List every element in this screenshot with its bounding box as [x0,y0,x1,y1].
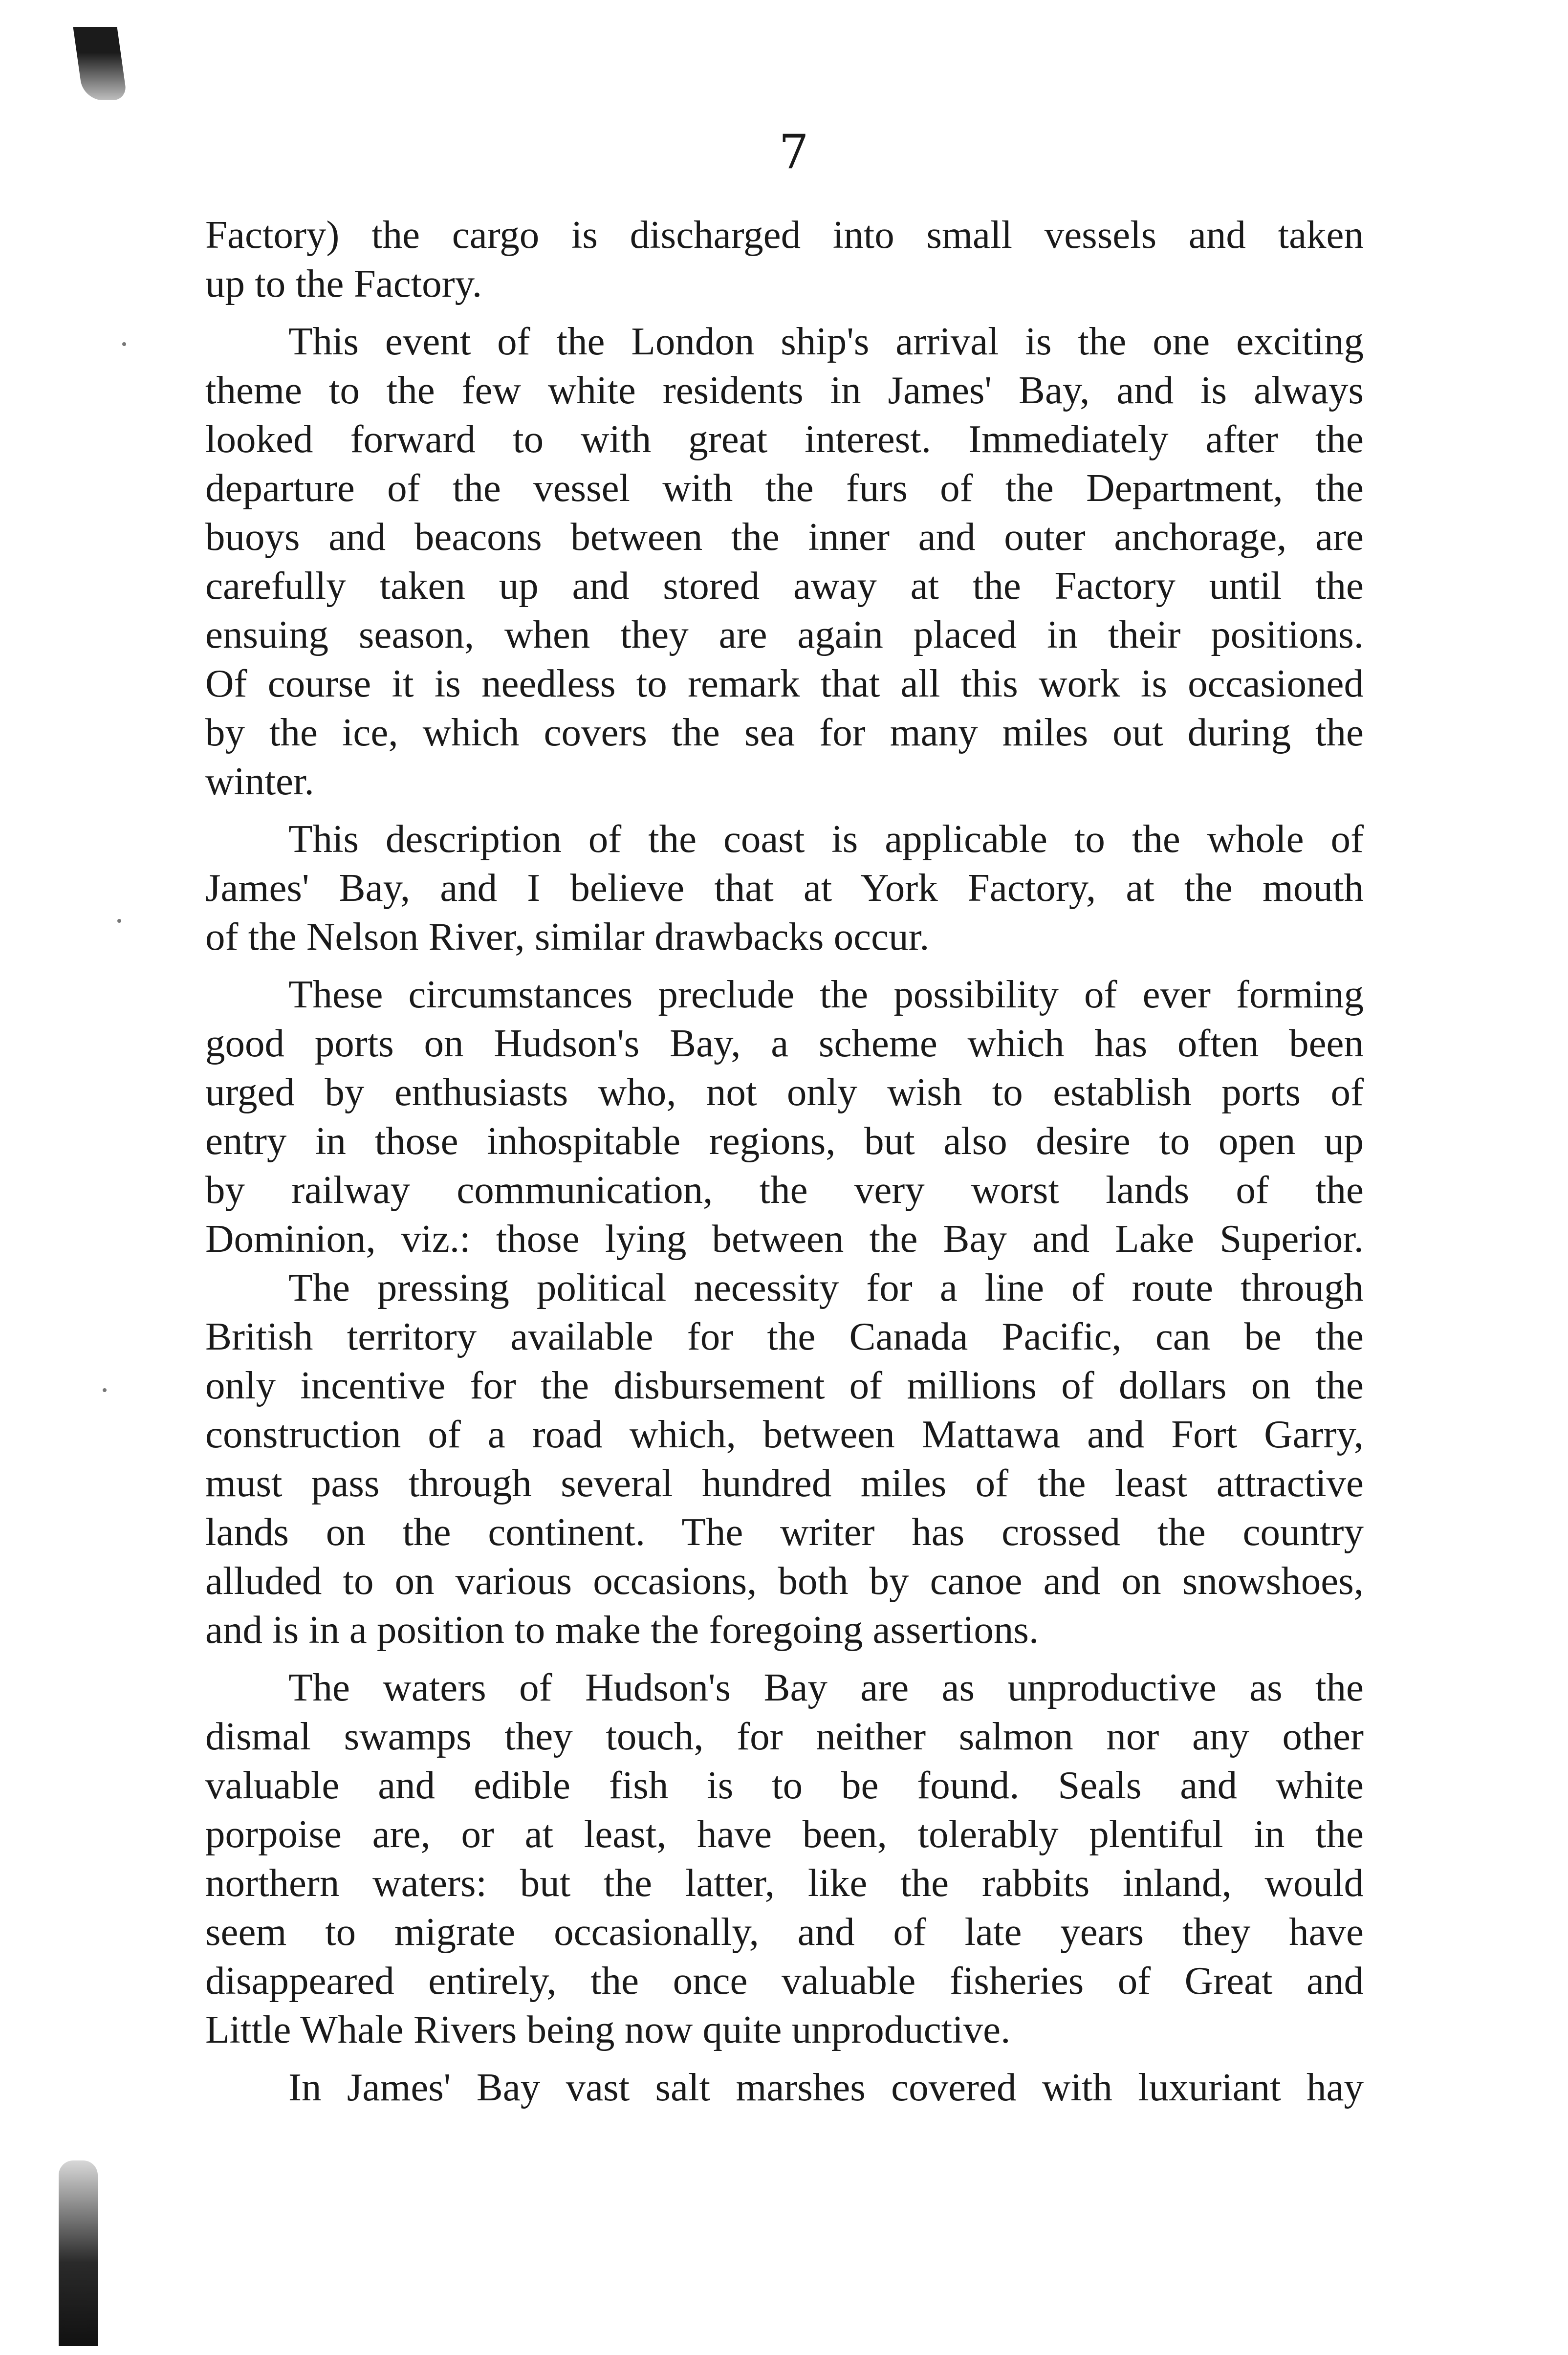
text-line: by railway communication, the very worst lands of the [205,1168,1364,1212]
text-line: of the Nelson River, similar drawbacks occur. [205,915,930,959]
text-line: and is in a position to make the foregoing assertions. [205,1608,1039,1652]
text-line: carefully taken up and stored away at the Factory until the [205,564,1364,608]
paragraph-5 [205,1263,1364,1654]
text-line: porpoise are, or at least, have been, tolerably plentiful in the [205,1812,1364,1856]
text-line: theme to the few white residents in James' Bay, and is always [205,368,1364,412]
text-line: must pass through several hundred miles of the least attractive [205,1461,1364,1505]
text-line: seem to migrate occasionally, and of late years they have [205,1910,1364,1954]
text-line: ensuing season, when they are again placed in their positions. [205,612,1364,656]
text-line: In James' Bay vast salt marshes covered with luxuriant hay [288,2065,1364,2109]
text-line: James' Bay, and I believe that at York Factory, at the mouth [205,866,1364,910]
text-line: This description of the coast is applicable to the whole of [288,817,1364,861]
text-line: entry in those inhospitable regions, but also desire to open up [205,1119,1364,1163]
text-line: Dominion, viz.: those lying between the Bay and Lake Superior. [205,1217,1364,1261]
text-line: Little Whale Rivers being now quite unproductive. [205,2007,1011,2051]
text-line: construction of a road which, between Mattawa and Fort Garry, [205,1412,1364,1456]
speck [103,1388,107,1392]
paragraph-6 [205,1663,1364,2054]
speck [117,919,121,923]
text-line: departure of the vessel with the furs of the Department, the [205,466,1364,510]
text-line: only incentive for the disbursement of millions of dollars on the [205,1363,1364,1407]
text-line: These circumstances preclude the possibility of ever forming [288,972,1364,1016]
text-line: northern waters: but the latter, like the rabbits inland, would [205,1861,1364,1905]
text-line: up to the Factory. [205,262,482,305]
binding-edge [0,0,156,2355]
paragraph-1 [205,210,1364,308]
paragraph-3 [205,814,1364,961]
text-line: good ports on Hudson's Bay, a scheme which has often been [205,1021,1364,1065]
text-line: by the ice, which covers the sea for many miles out during the [205,710,1364,754]
text-line: The pressing political necessity for a line of route through [288,1265,1364,1309]
paragraph-4 [205,970,1364,1263]
text-line: disappeared entirely, the once valuable fisheries of Great and [205,1959,1364,2003]
binding-mark-bottom [59,2160,98,2346]
binding-mark-top [73,27,127,100]
text-line: The waters of Hudson's Bay are as unproductive as the [288,1665,1364,1709]
text-line: winter. [205,759,314,803]
text-line: alluded to on various occasions, both by canoe and on snowshoes, [205,1559,1364,1603]
text-line: looked forward to with great interest. Immediately after the [205,417,1364,461]
speck [122,342,126,346]
paragraph-2 [205,317,1364,806]
page-number: 7 [779,125,809,179]
text-line: dismal swamps they touch, for neither salmon nor any other [205,1714,1364,1758]
text-line: Factory) the cargo is discharged into small vessels and taken [205,213,1364,257]
text-line: This event of the London ship's arrival is the one exciting [288,319,1364,363]
text-line: Of course it is needless to remark that all this work is occasioned [205,661,1364,705]
text-line: buoys and beacons between the inner and outer anchorage, are [205,515,1364,559]
text-line: British territory available for the Canada Pacific, can be the [205,1314,1364,1358]
paragraph-7 [205,2063,1364,2112]
text-line: valuable and edible fish is to be found. Seals and white [205,1763,1364,1807]
text-line: lands on the continent. The writer has crossed the country [205,1510,1364,1554]
text-line: urged by enthusiasts who, not only wish to establish ports of [205,1070,1364,1114]
body-text [205,210,1364,2112]
